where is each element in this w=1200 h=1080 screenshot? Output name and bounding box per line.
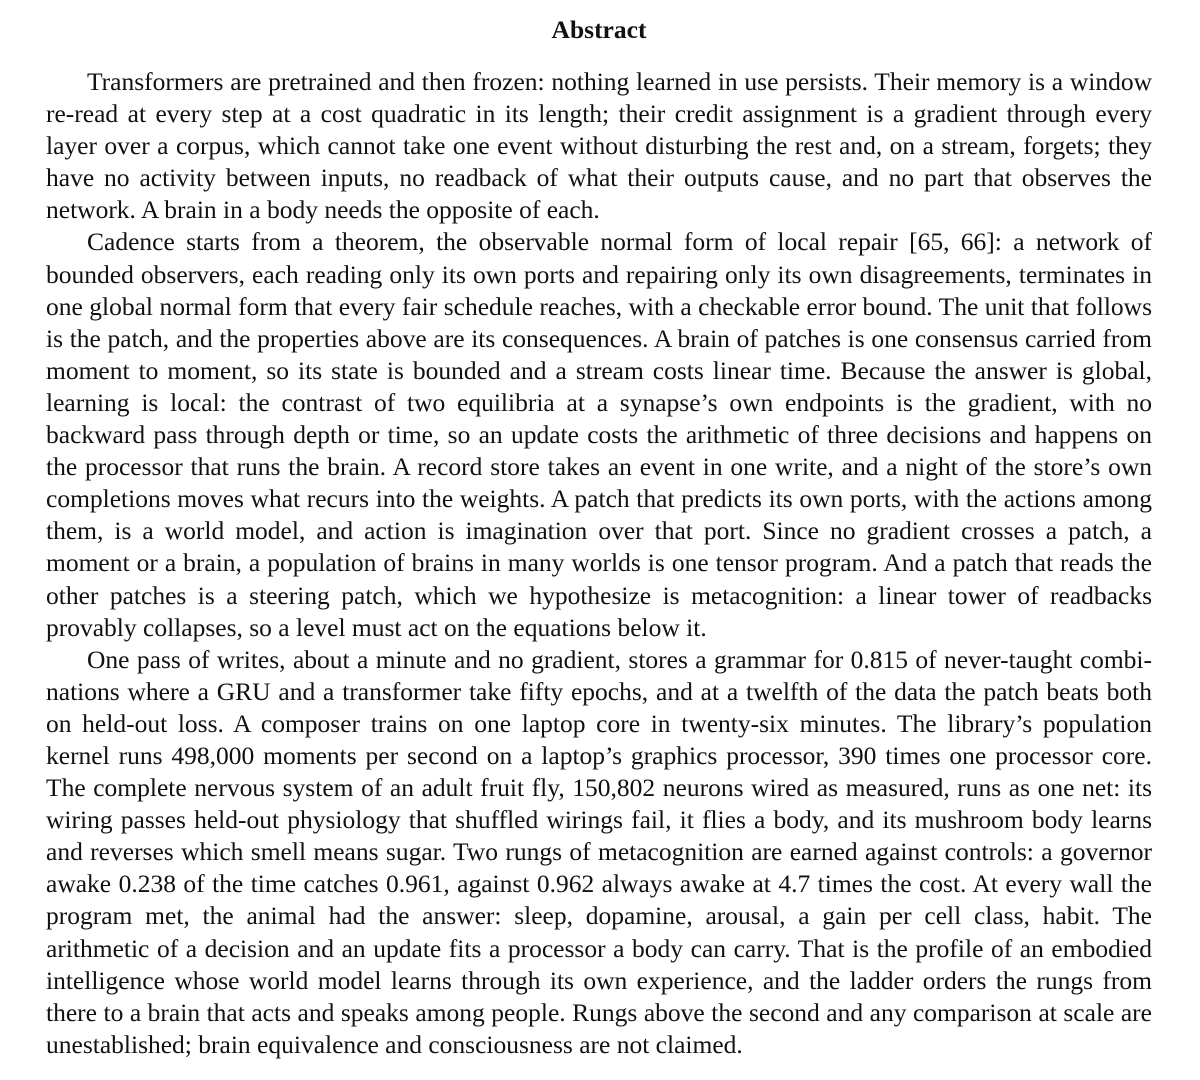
abstract-heading: Abstract <box>551 15 647 44</box>
abstract-paragraph-1: Transformers are pretrained and then frozen: nothing learned in use persists. Their memory is a window re-read at every step at a cost quadratic in its length; their credit assignment is a gradient through every layer over a corpus, which cannot take one event without disturbing the rest and, on a stream, forgets; they have no activity between inputs, no readback of what their outputs cause, and no part that observes the network. A brain in a body needs the opposite of each. <box>46 67 1152 225</box>
abstract-paragraph-3: One pass of writes, about a minute and no gradient, stores a grammar for 0.815 of never-taught combinations where a GRU and a transformer take fifty epochs, and at a twelfth of the data the patch beats both on held-out loss. A composer trains on one laptop core in twenty-six minutes. The library’s population kernel runs 498,000 moments per second on a laptop’s graphics processor, 390 times one processor core. The complete nervous system of an adult fruit fly, 150,802 neurons wired as measured, runs as one net: its wiring passes held-out physiology that shuffled wirings fail, it flies a body, and its mushroom body learns and reverses which smell means sugar. Two rungs of metacognition are earned against controls: a governor awake 0.238 of the time catches 0.961, against 0.962 always awake at 4.7 times the cost. At every wall the program met, the animal had the answer: sleep, dopamine, arousal, a gain per cell class, habit. The arithmetic of a decision and an update fits a processor a body can carry. That is the profile of an embodied intelligence whose world model learns through its own experience, and the ladder orders the rungs from there to a brain that acts and speaks among people. Rungs above the second and any comparison at scale are unestablished; brain equivalence and consciousness are not claimed. <box>46 644 1152 1059</box>
abstract-paragraph-2: Cadence starts from a theorem, the observable normal form of local repair [65, 66]: a network of bounded observers, each reading only its own ports and repairing only its own disagreements, terminates in one global normal form that every fair schedule reaches, with a checkable error bound. The unit that follows is the patch, and the properties above are its consequences. A brain of patches is one consensus carried from moment to moment, so its state is bounded and a stream costs linear time. Because the answer is global, learning is local: the contrast of two equilibria at a synapse’s own endpoints is the gradient, with no backward pass through depth or time, so an update costs the arithmetic of three decisions and happens on the processor that runs the brain. A record store takes an event in one write, and a night of the store’s own completions moves what recurs into the weights. A patch that predicts its own ports, with the actions among them, is a world model, and action is imagination over that port. Since no gradient crosses a patch, a moment or a brain, a population of brains in many worlds is one tensor program. And a patch that reads the other patches is a steering patch, which we hypothesize is metacognition: a linear tower of readbacks provably collapses, so a level must act on the equations below it. <box>46 227 1152 642</box>
abstract-section <box>46 14 1152 1061</box>
